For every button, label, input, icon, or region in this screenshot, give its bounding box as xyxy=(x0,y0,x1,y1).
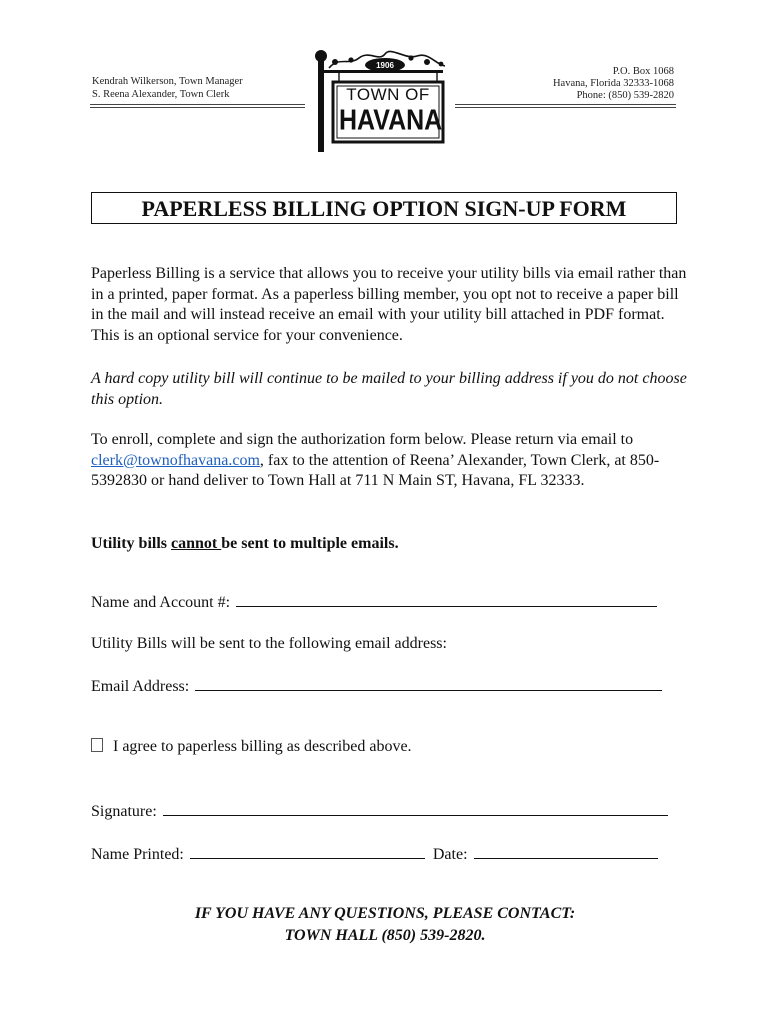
form-title: PAPERLESS BILLING OPTION SIGN-UP FORM xyxy=(91,192,677,224)
agree-label: I agree to paperless billing as described above. xyxy=(113,738,412,755)
letterhead-address xyxy=(553,66,674,102)
phone-line: Phone: (850) 539-2820 xyxy=(576,90,674,101)
hard-copy-note: A hard copy utility bill will continue to be mailed to your billing address if you do not choose this option. xyxy=(91,370,687,408)
logo-havana: HAVANA xyxy=(339,104,443,137)
multiple-email-warning xyxy=(91,534,691,555)
name-printed-row xyxy=(91,844,658,865)
signature-label: Signature: xyxy=(91,803,157,820)
email-address-row xyxy=(91,676,662,697)
date-label: Date: xyxy=(432,846,468,863)
intro-paragraph: Paperless Billing is a service that allows you to receive your utility bills via email rather than in a printed, paper format. As a paperless billing member, you opt not to receive a paper bill in the mail and will instead receive an email with your utility bill attached in PDF format. This is an optional service for your convenience. xyxy=(91,265,687,344)
email-instruction: Utility Bills will be sent to the following email address: xyxy=(91,635,447,652)
logo-town-of: TOWN OF xyxy=(346,85,430,104)
agree-row xyxy=(91,737,412,757)
town-manager-line: Kendrah Wilkerson, Town Manager xyxy=(92,76,243,87)
name-printed-field[interactable] xyxy=(190,844,425,859)
warning-end: be sent to multiple emails. xyxy=(221,535,399,552)
agree-checkbox[interactable] xyxy=(91,738,103,752)
enroll-text-end: , fax to the attention of Reena’ Alexander, Town Clerk, at 850-5392830 or hand deliver to Town Hall at 711 N Main ST, Havana, FL 32333. xyxy=(91,451,660,489)
name-printed-label: Name Printed: xyxy=(91,846,184,863)
name-account-label: Name and Account #: xyxy=(91,594,231,611)
warning-start: Utility bills xyxy=(91,535,172,552)
name-account-field[interactable] xyxy=(236,592,657,607)
contact-footer xyxy=(0,903,770,947)
signature-row xyxy=(91,801,668,822)
warning-emphasis: cannot xyxy=(171,535,222,552)
letterhead-staff xyxy=(92,75,243,101)
town-logo xyxy=(305,44,455,154)
footer-line-2: TOWN HALL (850) 539-2820. xyxy=(284,927,486,944)
town-clerk-line: S. Reena Alexander, Town Clerk xyxy=(92,89,230,100)
po-box-line: P.O. Box 1068 xyxy=(612,66,674,77)
clerk-email-link[interactable]: clerk@townofhavana.com xyxy=(91,451,260,469)
email-address-field[interactable] xyxy=(195,676,662,691)
logo-year: 1906 xyxy=(376,61,394,70)
enroll-instructions xyxy=(91,430,691,492)
signature-field[interactable] xyxy=(163,801,668,816)
city-line: Havana, Florida 32333-1068 xyxy=(552,78,674,89)
email-address-label: Email Address: xyxy=(91,678,190,695)
date-field[interactable] xyxy=(474,844,658,859)
enroll-text-start: To enroll, complete and sign the authorization form below. Please return via email to xyxy=(91,431,634,448)
name-account-row xyxy=(91,592,657,613)
footer-line-1: IF YOU HAVE ANY QUESTIONS, PLEASE CONTACT: xyxy=(194,905,576,922)
